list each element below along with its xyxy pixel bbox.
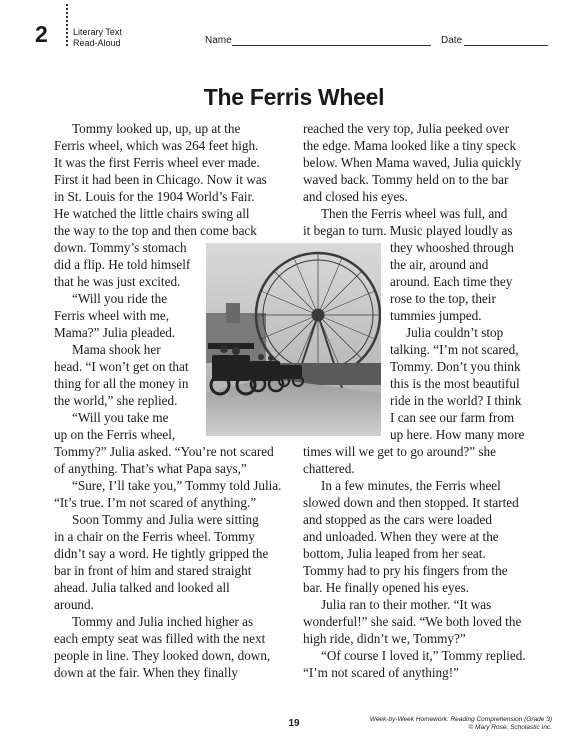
text-line: this is the most beautiful: [390, 376, 520, 391]
text-line: of anything. That’s what Papa says,”: [54, 461, 247, 476]
text-line: Julia ran to their mother. “It was: [321, 597, 492, 612]
text-line: In a few minutes, the Ferris wheel: [321, 478, 501, 493]
text-line: in a chair on the Ferris wheel. Tommy: [54, 529, 255, 544]
section-label-line-1: Literary Text: [73, 27, 122, 37]
text-line: Julia couldn’t stop: [406, 325, 504, 340]
text-line: didn’t say a word. He tightly gripped the: [54, 546, 269, 561]
text-line: did a flip. He told himself: [54, 257, 191, 272]
text-line: it began to turn. Music played loudly as: [303, 223, 513, 238]
ferris-wheel-photo: [206, 243, 381, 436]
text-line: chattered.: [303, 461, 355, 476]
text-line: the air, around and: [390, 257, 489, 272]
text-line: Soon Tommy and Julia were sitting: [72, 512, 259, 527]
text-line: Ferris wheel with me,: [54, 308, 169, 323]
text-line: Ferris wheel, which was 264 feet high.: [54, 138, 259, 153]
text-line: each empty seat was filled with the next: [54, 631, 266, 646]
text-line: Tommy?” Julia asked. “You’re not scared: [54, 444, 274, 459]
section-number: 2: [35, 21, 48, 47]
text-line: Then the Ferris wheel was full, and: [321, 206, 508, 221]
header-dotted-divider: [66, 4, 68, 46]
text-line: ride in the world? I think: [390, 393, 522, 408]
text-line: times will we get to go around?” she: [303, 444, 497, 459]
text-line: the edge. Mama looked like a tiny speck: [303, 138, 517, 153]
text-line: and unloaded. When they were at the: [303, 529, 499, 544]
text-line: below. When Mama waved, Julia quickly: [303, 155, 522, 170]
text-line: head. “I won’t get on that: [54, 359, 189, 374]
name-label: Name: [205, 35, 232, 46]
text-line: bottom, Julia leaped from her seat.: [303, 546, 486, 561]
text-line: high ride, didn’t we, Tommy?”: [303, 631, 466, 646]
text-line: Tommy and Julia inched higher as: [72, 614, 254, 629]
text-line: “Sure, I’ll take you,” Tommy told Julia.: [72, 478, 282, 493]
name-field-line[interactable]: [232, 45, 431, 46]
text-line: “Of course I loved it,” Tommy replied.: [321, 648, 526, 663]
text-line: Mama?” Julia pleaded.: [54, 325, 176, 340]
date-field-line[interactable]: [464, 45, 548, 46]
text-line: in St. Louis for the 1904 World’s Fair.: [54, 189, 255, 204]
text-line: Tommy. Don’t you think: [390, 359, 521, 374]
text-line: slowed down and then stopped. It started: [303, 495, 519, 510]
text-line: “Will you take me: [72, 410, 169, 425]
text-line: up here. How many more: [390, 427, 525, 442]
text-line: reached the very top, Julia peeked over: [303, 121, 510, 136]
text-line: “I’m not scared of anything!”: [303, 665, 459, 680]
text-line: the world,” she replied.: [54, 393, 178, 408]
text-line: and closed his eyes.: [303, 189, 408, 204]
credit-line: Week-by-Week Homework: Reading Comprehension (Grade 3): [369, 716, 552, 723]
text-line: thing for all the money in: [54, 376, 189, 391]
text-line: wonderful!” she said. “We both loved the: [303, 614, 522, 629]
text-line: talking. “I’m not scared,: [390, 342, 519, 357]
text-line: down at the fair. When they finally: [54, 665, 238, 680]
date-label: Date: [441, 35, 463, 46]
text-line: tummies jumped.: [390, 308, 482, 323]
text-line: around. Each time they: [390, 274, 513, 289]
text-line: around.: [54, 597, 94, 612]
text-line: First it had been in Chicago. Now it was: [54, 172, 267, 187]
text-line: the way to the top and then come back: [54, 223, 257, 238]
text-line: down. Tommy’s stomach: [54, 240, 187, 255]
page-number: 19: [288, 718, 300, 729]
text-line: rose to the top, their: [390, 291, 496, 306]
text-line: bar in front of him and stared straight: [54, 563, 252, 578]
text-line: they whooshed through: [390, 240, 514, 255]
text-line: I can see our farm from: [390, 410, 515, 425]
text-line: and stopped as the cars were loaded: [303, 512, 492, 527]
copyright-line: © Mary Rose, Scholastic Inc.: [468, 724, 552, 731]
text-line: up on the Ferris wheel,: [54, 427, 176, 442]
text-line: “It’s true. I’m not scared of anything.”: [54, 495, 257, 510]
story-title: The Ferris Wheel: [203, 84, 385, 110]
text-line: Tommy had to pry his fingers from the: [303, 563, 508, 578]
text-line: “Will you ride the: [72, 291, 168, 306]
text-line: Tommy looked up, up, up at the: [72, 121, 241, 136]
text-line: bar. He finally opened his eyes.: [303, 580, 469, 595]
text-line: ahead. Julia talked and looked all: [54, 580, 230, 595]
text-line: Mama shook her: [72, 342, 161, 357]
section-label-line-2: Read-Aloud: [73, 38, 121, 48]
text-line: It was the first Ferris wheel ever made.: [54, 155, 260, 170]
text-line: that he was just excited.: [54, 274, 181, 289]
text-line: people in line. They looked down, down,: [54, 648, 271, 663]
text-line: He watched the little chairs swing all: [54, 206, 250, 221]
text-line: waved back. Tommy held on to the bar: [303, 172, 509, 187]
